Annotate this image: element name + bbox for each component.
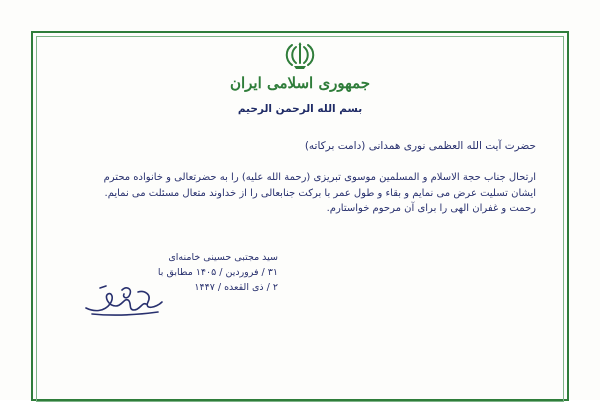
handwritten-signature: [82, 282, 168, 318]
header-title: جمهوری اسلامی ایران: [229, 74, 371, 92]
bismillah: بسم الله الرحمن الرحیم: [237, 103, 363, 115]
date-lunar: ۲ / ذی القعده / ۱۴۴۷: [194, 282, 278, 293]
body-line: ایشان تسلیت عرض می نمایم و بقاء و طول عمر با برکت جنابعالی را از خداوند متعال مسئلت می نمایم.: [104, 187, 536, 199]
iran-emblem-icon: [283, 41, 317, 71]
body-line: ارتحال جناب حجة الاسلام و المسلمین موسوی تبریزی (رحمة الله علیه) را به حضرتعالی و خانواده محترم: [103, 172, 536, 183]
body-line: رحمت و غفران الهی را برای آن مرحوم خواستارم.: [326, 203, 536, 214]
date-solar: ۳۱ / فروردین / ۱۴۰۵ مطابق با: [157, 267, 278, 278]
signatory-name: سید مجتبی حسینی خامنه‌ای: [168, 252, 278, 263]
letter-body: [16, 170, 536, 217]
addressee: حضرت آیت الله العظمی نوری همدانی (دامت برکاته): [304, 140, 536, 152]
